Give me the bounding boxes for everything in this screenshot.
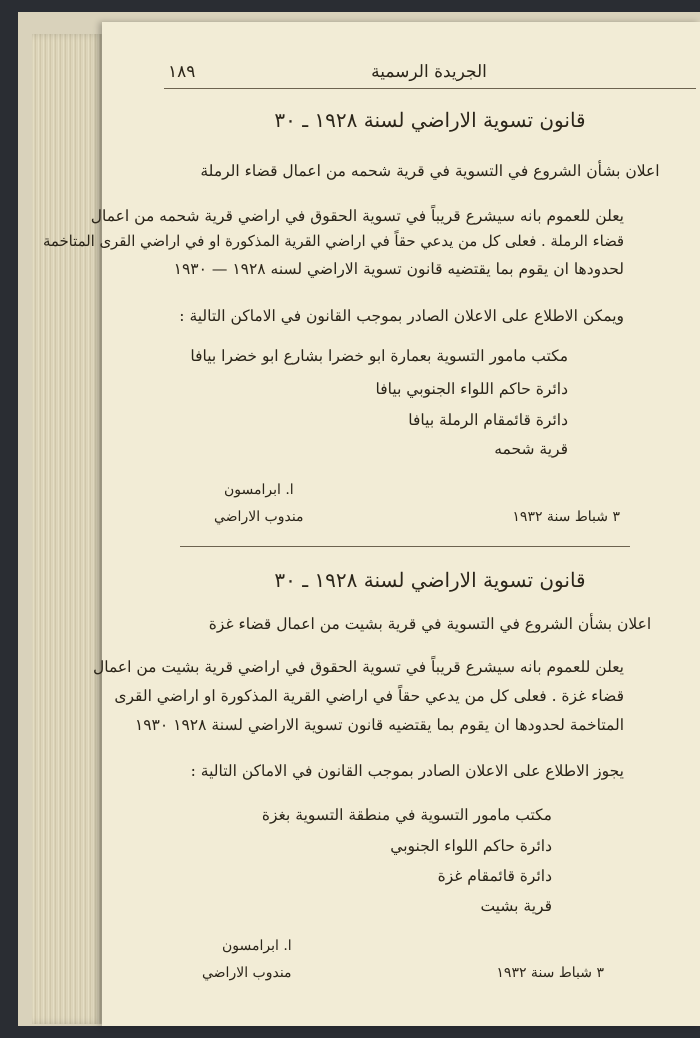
section-divider: [180, 546, 630, 547]
section-1-place: دائرة قائمقام الرملة بيافا: [408, 411, 568, 429]
section-2-signatory-title: مندوب الاراضي: [202, 965, 292, 981]
section-2-subtitle: اعلان بشأن الشروع في التسوية في قرية بشيت من اعمال قضاء غزة: [208, 615, 652, 633]
page-number: ١٨٩: [168, 62, 196, 82]
book: [18, 12, 700, 1026]
section-1-place: دائرة حاكم اللواء الجنوبي بيافا: [375, 380, 568, 398]
section-1-paragraph-line: يعلن للعموم بانه سيشرع قريباً في تسوية الحقوق في اراضي قرية شحمه من اعمال: [90, 207, 624, 225]
section-1-signatory-title: مندوب الاراضي: [214, 509, 304, 525]
gazette-title: الجريدة الرسمية: [371, 62, 487, 82]
section-2-place: قرية بشيت: [480, 897, 552, 915]
section-2-place: دائرة حاكم اللواء الجنوبي: [390, 837, 552, 855]
section-1-signatory-name: ا. ابرامسون: [224, 482, 294, 498]
page-edges: [32, 34, 104, 1024]
section-1-notice: ويمكن الاطلاع على الاعلان الصادر بموجب القانون في الاماكن التالية :: [179, 307, 624, 325]
section-1-paragraph-line: قضاء الرملة . فعلى كل من يدعي حقاً في اراضي القرية المذكورة او في اراضي القرى المتاخمة: [42, 233, 624, 250]
section-2-notice: يجوز الاطلاع على الاعلان الصادر بموجب القانون في الاماكن التالية :: [190, 762, 624, 780]
section-2-paragraph-line: قضاء غزة . فعلى كل من يدعي حقاً في اراضي القرية المذكورة او اراضي القرى: [114, 687, 624, 705]
gazette-page: [42, 22, 700, 1026]
section-2-title: قانون تسوية الاراضي لسنة ١٩٢٨ ـ ٣٠: [274, 568, 586, 592]
section-2-paragraph-line: المتاخمة لحدودها ان يقوم بما يقتضيه قانون تسوية الاراضي لسنة ١٩٢٨ ١٩٣٠: [134, 716, 624, 734]
section-1-subtitle: اعلان بشأن الشروع في التسوية في قرية شحمه من اعمال قضاء الرملة: [200, 162, 660, 180]
section-1-date: ٣ شباط سنة ١٩٣٢: [512, 509, 620, 525]
header-rule: [164, 88, 696, 89]
section-1-place: مكتب مامور التسوية بعمارة ابو خضرا بشارع ابو خضرا بيافا: [190, 347, 568, 365]
section-1-title: قانون تسوية الاراضي لسنة ١٩٢٨ ـ ٣٠: [274, 108, 586, 132]
section-1-place: قرية شحمه: [494, 440, 568, 458]
section-1-paragraph-line: لحدودها ان يقوم بما يقتضيه قانون تسوية الاراضي لسنه ١٩٢٨ — ١٩٣٠: [173, 260, 624, 278]
section-2-paragraph-line: يعلن للعموم بانه سيشرع قريباً في تسوية الحقوق في اراضي قرية بشيت من اعمال: [92, 658, 624, 676]
section-2-place: دائرة قائمقام غزة: [437, 867, 552, 885]
section-2-signatory-name: ا. ابرامسون: [222, 938, 292, 954]
section-2-date: ٣ شباط سنة ١٩٣٢: [496, 965, 604, 981]
section-2-place: مكتب مامور التسوية في منطقة التسوية بغزة: [261, 806, 552, 824]
